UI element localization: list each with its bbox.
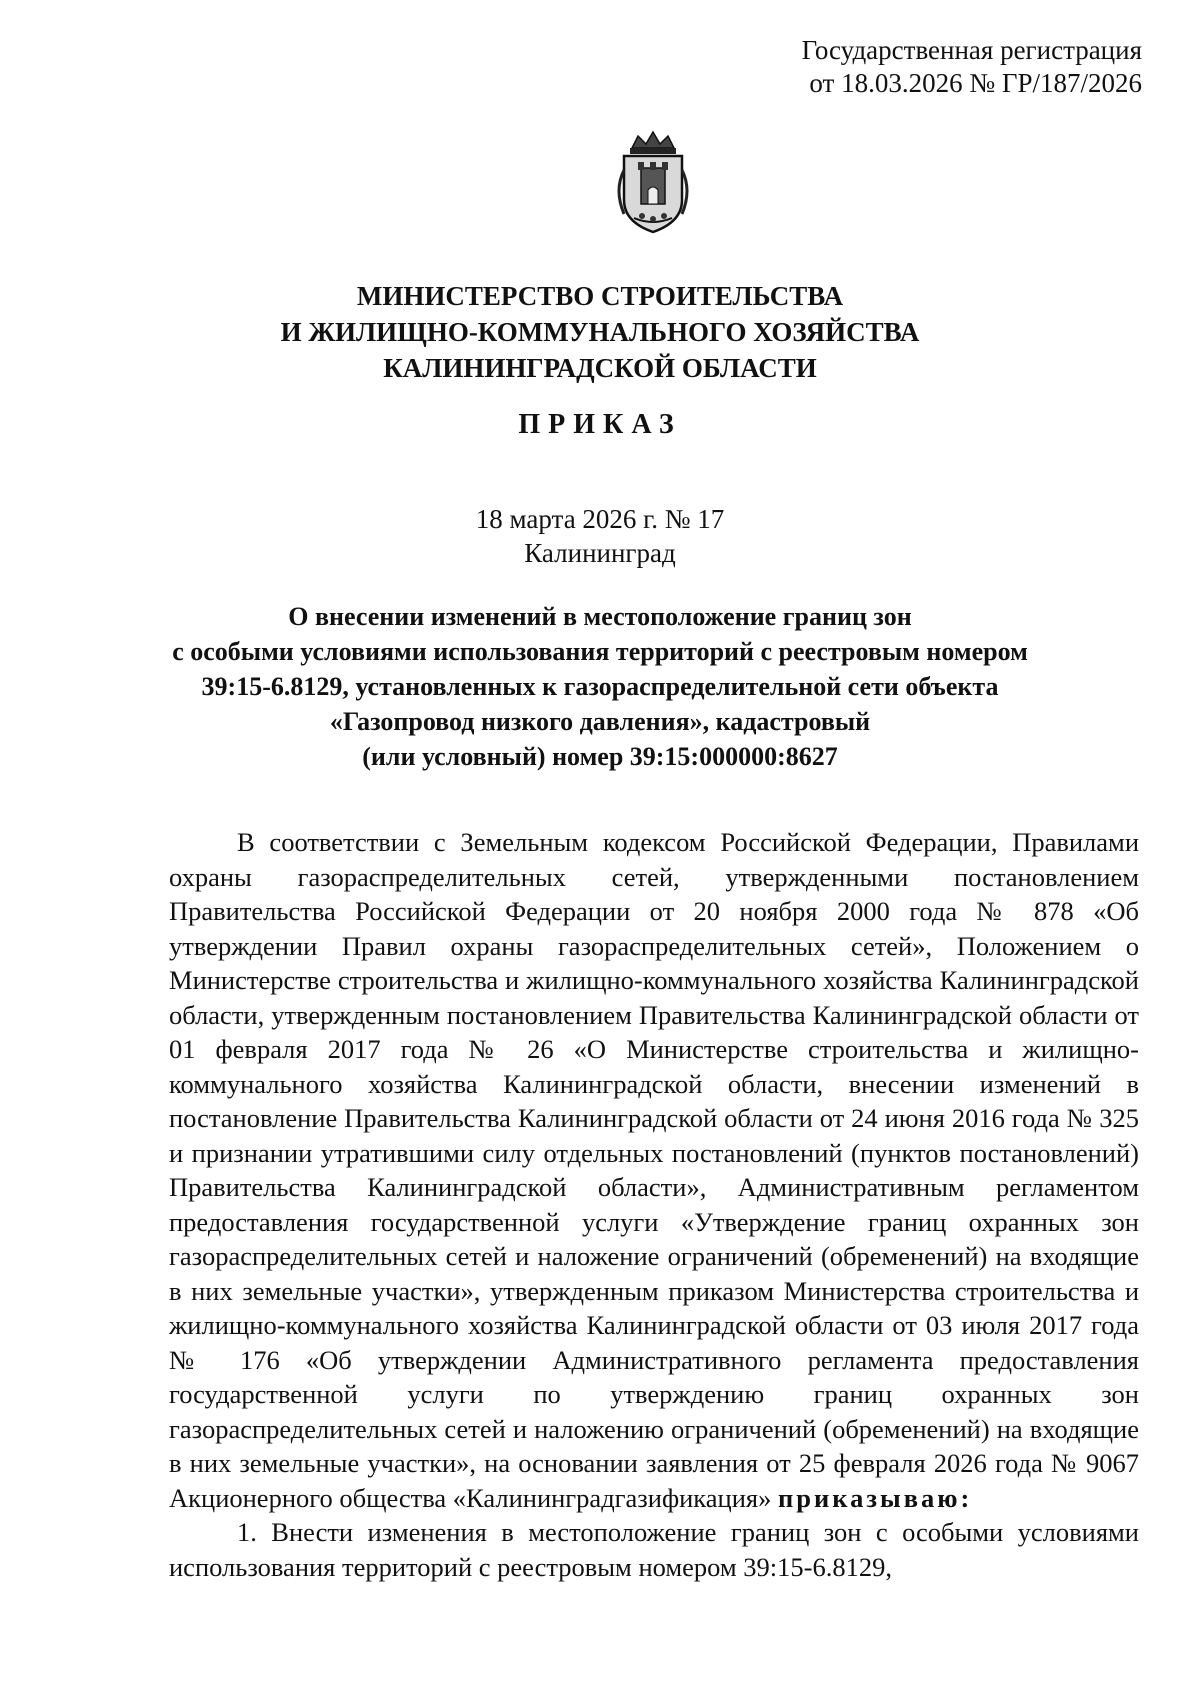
subject-line-1: О внесении изменений в местоположение границ зон	[288, 602, 912, 631]
document-body	[169, 825, 1139, 1584]
body-paragraph-item-1: 1. Внести изменения в местоположение границ зон с особыми условиями использования территорий с реестровым номером 39:15-6.8129,	[169, 1517, 1139, 1582]
subject-line-3: 39:15-6.8129, установленных к газораспределительной сети объекта	[201, 672, 999, 701]
preamble-text: В соответствии с Земельным кодексом Российской Федерации, Правилами охраны газораспределительных сетей, утвержденными постановлением Правительства Российской Федерации от 20 ноября 2000 года № 878 «Об утверждении Правил охраны газораспределительных сетей», Положением о Министерстве строительства и жилищно-коммунального хозяйства Калининградской области, утвержденным постановлением Правительства Калининградской области от 01 февраля 2017 года № 26 «О Министерстве строительства и жилищно-коммунального хозяйства Калининградской области, внесении изменений в постановление Правительства Калининградской области от 24 июня 2016 года № 325 и признании утратившими силу отдельных постановлений (пунктов постановлений) Правительства Калининградской области», Административным регламентом предоставления государственной услуги «Утверждение границ охранных зон газораспределительных сетей и наложение ограничений (обременений) на входящие в них земельные участки», утвержденным приказом Министерства строительства и жилищно-коммунального хозяйства Калининградской области от 03 июля 2017 года № 176 «Об утверждении Административного регламента предоставления государственной услуги по утверждению границ охранных зон газораспределительных сетей и наложению ограничений (обременений) на входящие в них земельные участки», на основании заявления от 25 февраля 2026 года № 9067 Акционерного общества «Калининградгазификация»	[169, 827, 1139, 1513]
city: Калининград	[524, 538, 676, 568]
date-and-place	[100, 502, 1100, 570]
subject-line-5: (или условный) номер 39:15:000000:8627	[362, 742, 838, 771]
document-type-title: ПРИКАЗ	[518, 409, 682, 440]
ministry-line-1: МИНИСТЕРСТВО СТРОИТЕЛЬСТВА	[356, 281, 844, 311]
ministry-line-3: КАЛИНИНГРАДСКОЙ ОБЛАСТИ	[383, 353, 817, 383]
coat-of-arms-icon	[610, 130, 696, 236]
order-verb: приказываю:	[777, 1482, 973, 1513]
document-subject	[150, 599, 1050, 774]
body-paragraph-preamble	[169, 825, 1139, 1515]
registration-line-2: от 18.03.2026 № ГР/187/2026	[809, 68, 1142, 98]
registration-line-1: Государственная регистрация	[801, 35, 1142, 65]
registration-stamp	[802, 34, 1142, 100]
date-number: 18 марта 2026 г. № 17	[475, 504, 725, 534]
ministry-header	[100, 278, 1100, 386]
subject-line-4: «Газопровод низкого давления», кадастровый	[329, 707, 871, 736]
subject-line-2: с особыми условиями использования территорий с реестровым номером	[172, 637, 1028, 666]
ministry-line-2: И ЖИЛИЩНО-КОММУНАЛЬНОГО ХОЗЯЙСТВА	[280, 317, 920, 347]
